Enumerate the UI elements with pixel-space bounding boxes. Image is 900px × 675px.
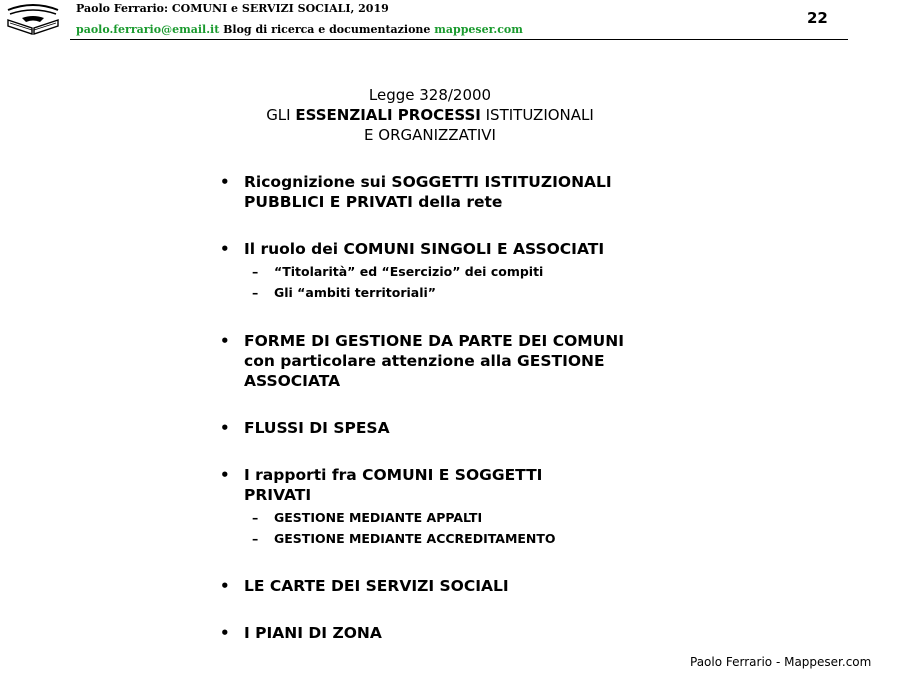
bullet-item: • Ricognizione sui SOGGETTI ISTITUZIONALI PUBBLICI E PRIVATI della rete bbox=[220, 172, 650, 212]
title-line-2: GLI ESSENZIALI PROCESSI ISTITUZIONALI bbox=[266, 106, 594, 124]
bullet-item: • Il ruolo dei COMUNI SINGOLI E ASSOCIATI – “Titolarità” ed “Esercizio” dei compiti – Gli “ambiti territoriali” bbox=[220, 239, 680, 303]
header-subtitle bbox=[76, 23, 523, 37]
sub-item: – Gli “ambiti territoriali” bbox=[244, 282, 680, 303]
sub-item: – “Titolarità” ed “Esercizio” dei compiti bbox=[244, 261, 680, 282]
header-blog-text: Blog di ricerca e documentazione bbox=[219, 23, 435, 36]
header-title: Paolo Ferrario: COMUNI e SERVIZI SOCIALI, 2019 bbox=[76, 2, 389, 15]
header-divider bbox=[70, 39, 848, 40]
bullet-item: • LE CARTE DEI SERVIZI SOCIALI bbox=[220, 576, 680, 596]
footer-credit: Paolo Ferrario - Mappeser.com bbox=[690, 655, 872, 669]
bullet-item: • FLUSSI DI SPESA bbox=[220, 418, 680, 438]
header-site-link[interactable]: mappeser.com bbox=[434, 23, 523, 36]
slide-title bbox=[200, 85, 660, 145]
title-line-1: Legge 328/2000 bbox=[368, 86, 492, 104]
page-header bbox=[0, 0, 850, 42]
title-line-3: E ORGANIZZATIVI bbox=[364, 126, 496, 144]
open-book-logo-icon bbox=[4, 2, 62, 38]
bullet-item: • I PIANI DI ZONA bbox=[220, 623, 680, 643]
bullet-list bbox=[220, 172, 680, 643]
bullet-item: • I rapporti fra COMUNI E SOGGETTI PRIVATI – GESTIONE MEDIANTE APPALTI – GESTIONE MEDIANTE ACCREDITAMENTO bbox=[220, 465, 590, 549]
sub-item: – GESTIONE MEDIANTE APPALTI bbox=[244, 507, 704, 528]
page-number: 22 bbox=[807, 9, 828, 27]
header-email-link[interactable]: paolo.ferrario@email.it bbox=[76, 23, 220, 36]
sub-item: – GESTIONE MEDIANTE ACCREDITAMENTO bbox=[244, 528, 704, 549]
sub-list bbox=[244, 261, 680, 303]
bullet-item: • FORME DI GESTIONE DA PARTE DEI COMUNI con particolare attenzione alla GESTIONE ASSOCIATA bbox=[220, 331, 630, 391]
sub-list bbox=[244, 507, 704, 549]
